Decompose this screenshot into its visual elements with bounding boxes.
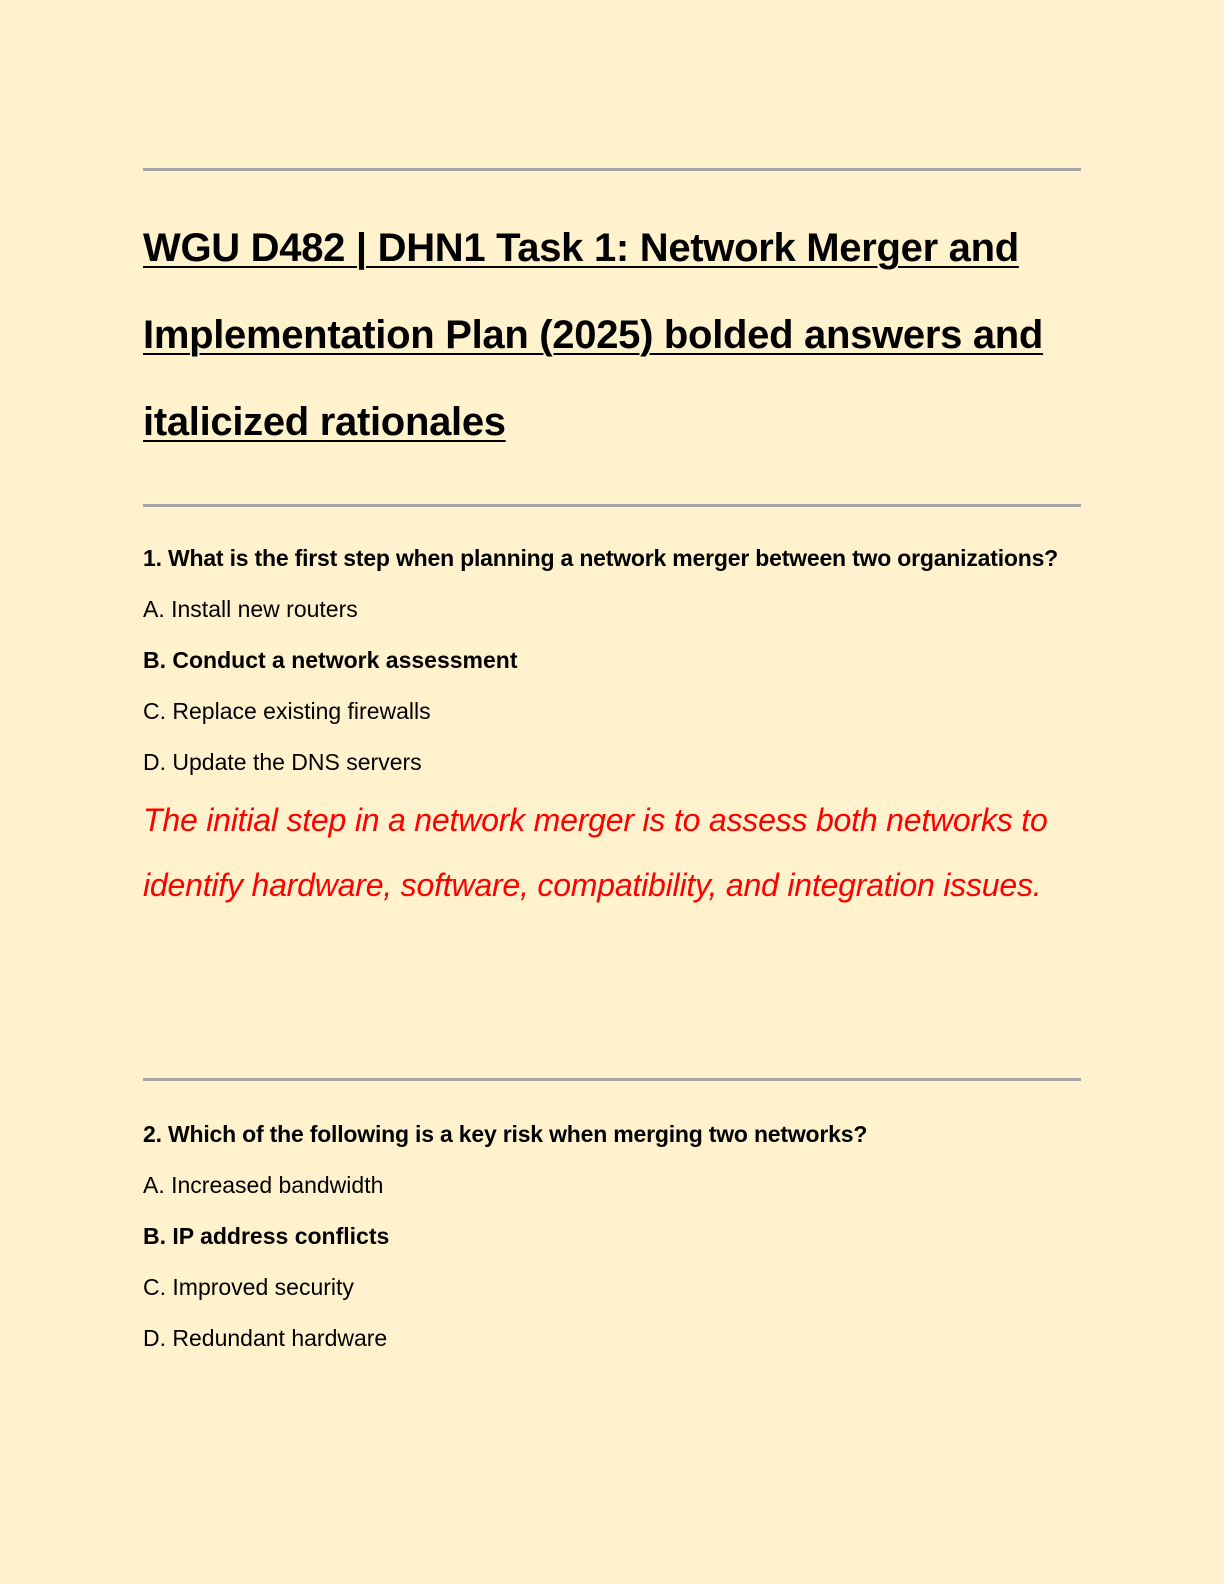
question-1 [143, 533, 1083, 918]
document-title [143, 205, 1083, 466]
question-1-option-b-correct: B. Conduct a network assessment [143, 647, 518, 673]
question-1-text: 1. What is the first step when planning a network merger between two organizations? [143, 545, 1059, 571]
question-2-option-c: C. Improved security [143, 1274, 354, 1300]
question-2-text: 2. Which of the following is a key risk when merging two networks? [143, 1121, 868, 1147]
document-title-text: WGU D482 | DHN1 Task 1: Network Merger and Implementation Plan (2025) bolded answers and italicized rationales [143, 226, 1044, 444]
question-1-option-c: C. Replace existing firewalls [143, 698, 431, 724]
question-1-option-d: D. Update the DNS servers [143, 749, 422, 775]
question-1-option-a: A. Install new routers [143, 596, 358, 622]
question-1-rationale: The initial step in a network merger is to assess both networks to identify hardware, software, compatibility, and integration issues. [143, 802, 1048, 903]
title-divider [143, 504, 1081, 507]
question-2-option-b-correct: B. IP address conflicts [143, 1223, 390, 1249]
question-divider [143, 1078, 1081, 1081]
question-2-option-a: A. Increased bandwidth [143, 1172, 384, 1198]
question-2-option-d: D. Redundant hardware [143, 1325, 388, 1351]
question-2 [143, 1109, 1083, 1364]
top-divider [143, 168, 1081, 171]
